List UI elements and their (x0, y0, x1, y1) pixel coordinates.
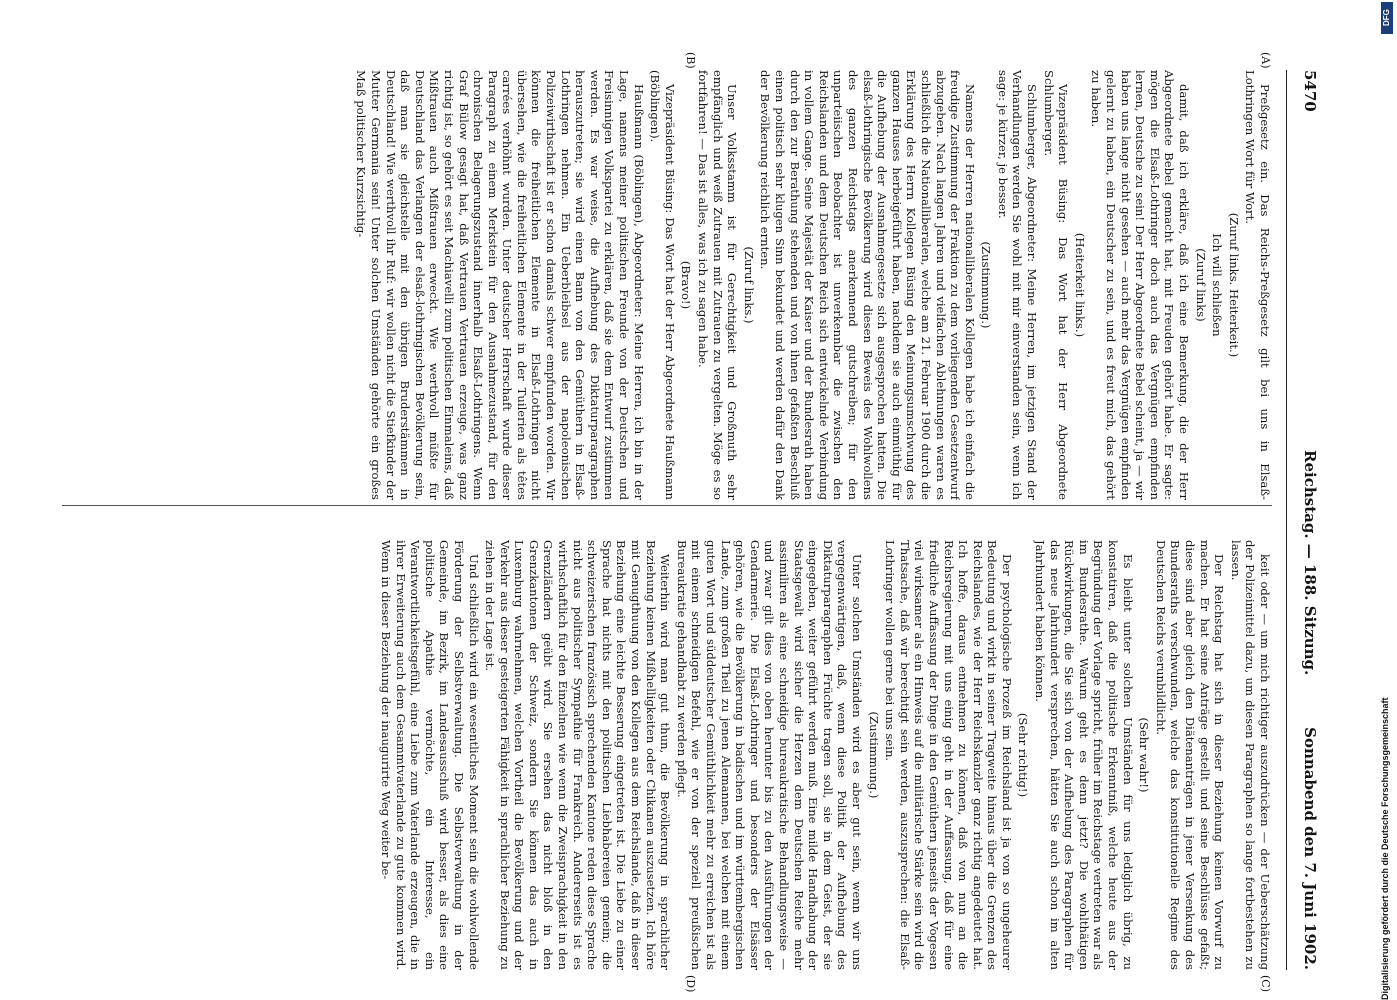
paragraph: (Zuruf links.) (741, 246, 756, 324)
paragraph: (Sehr wahr!) (1137, 717, 1152, 793)
page-header (1277, 70, 1377, 970)
paragraph: Vizepräsident Büsing: Das Wort hat der Herr Abgeordnete Haußmann (Böblingen). (648, 70, 677, 500)
paragraph: Unser Volksstamm ist für Gerechtigkeit und Großmuth sehr empfänglich und weiß Zutrauen mit Zutrauen zu vergelten. Möge es so fortfahren! — Das ist alles, was ich zu sagen habe. (696, 70, 740, 500)
paragraph: (Sehr richtig!) (1016, 712, 1031, 798)
paragraph: Der psychologische Prozeß im Reichsland ist ja von so ungeheurer Bedeutung und wirkt in seiner Tragweite hinaus über die Grenzen des Reichslandes, wie der Herr Reichskanzler ganz richtig angedeutet hat. Ich hoffe, daraus entnehmen zu können, daß von nun an die Reichsregierung mit uns einig geht in der Auffassung, daß für eine friedliche Auffassung der Dinge in den Gemüthern jenseits der Vogesen viel wirksamer als ein Hinweis auf die militärische Stärke sein wird die Thatsache, daß wir berechtigt sein werden, auszusprechen: die Elsaß-Lothringer wollen gerne bei uns sein. (883, 540, 1014, 970)
dfg-logo: DFG (1381, 2, 1393, 34)
paragraph: Vizepräsident Büsing: Das Wort hat der Herr Abgeordnete Schlumberger. (1041, 70, 1071, 500)
digitization-note: Digitalisierung gefördert durch die Deutsche Forschungsgemeinschaft (1380, 697, 1390, 1000)
paragraph: Preßgesetz ein. Das Reichs-Preßgesetz gilt bei uns in Elsaß-Lothringen Wort für Wort. (1243, 70, 1272, 500)
column-divider (62, 505, 1272, 506)
session-date: Sonnabend den 7. Juni 1902. (1301, 727, 1319, 970)
paragraph: Namens der Herren nationalliberalen Kollegen habe ich einfach die freudige Zustimmung der Fraktion zu dem vorliegenden Gesetzentwurf abzugeben. Nach langen Jahren und vielfachen Ablehnungen waren es schließlich die Nationalliberalen, welche am 21. Februar 1900 durch die Erklärung des Herrn Kollegen Büsing den Meinungsumschwung des ganzen Hauses herbeigeführt haben, nachdem sie auch einmüthig für die Aufhebung der Ausnahmegesetze sich ausgesprochen hatten. Die elsaß-lothringische Bevölkerung wird diesen Beweis des Wohlwollens des ganzen Reichstags anerkennend gutschreiben; für den unparteiischen Beobachter ist unverkennbar die zwischen den Reichslanden und dem Deutschen Reich sich entwickelnde Verbindung in vollem Gange. Seine Majestät der Kaiser und der Bundesrath haben durch den zur Berathung stehenden und von ihnen gefaßten Beschluß einen politisch sehr klugen Sinn bekundet und werden dafür den Dank der Bevölkerung reichlich ernten. (758, 70, 977, 500)
paragraph: Der Reichstag hat sich in dieser Beziehung keinen Vorwurf zu machen. Er hat seine Anträge gestellt und seine Beschlüsse gefaßt; diese sind aber gleich den Diätenanträgen in jener Versenkung des Bundesraths verschwunden, welche das konstitutionelle Regime des Deutschen Reichs verunbildlicht. (1153, 540, 1227, 970)
paragraph: Es bleibt unter solchen Umständen für uns lediglich übrig, zu konstatiren, daß die politische Erkenntniß, welche heute aus der Begründung der Vorlage spricht, früher im Reichstage vertreten war als im Bundesrathe. Warum geht es denn jetzt? Die wohlthätigen Rückwirkungen, die Sie sich von der Aufhebung des Paragraphen für das neue Jahrhundert versprechen, hätten Sie auch schon im alten Jahrhundert haben können. (1033, 540, 1135, 970)
marker-b: (B) (684, 52, 697, 69)
paragraph: (Zuruf links. Heiterkeit.) (1226, 212, 1241, 358)
paragraph: Schlumberger, Abgeordneter: Meine Herren, im jetzigen Stand der Verhandlungen werden Sie wohl mit mir einverstanden sein, wenn ich sage: je kürzer, je besser. (995, 70, 1040, 500)
paragraph: keit oder — um mich richtiger auszudrücken — der Ueberschätzung der Polizeimittel dazu, um diesen Paragraphen so lange fortbestehen zu lassen. (1228, 540, 1272, 970)
paragraph: (Zustimmung.) (979, 241, 994, 329)
marker-d: (D) (684, 975, 697, 993)
paragraph: (Heiterkeit links.) (1072, 232, 1087, 338)
paragraph: Haußmann (Böblingen), Abgeordneter: Meine Herren, ich bin in der Lage, namens meiner politischen Freunde von der Deutschen und Freisinnigen Volkspartei zu erklären, daß sie dem Entwurf zustimmen werden. Es war weise, die Aufhebung des Diktaturparagraphen herauszutreten; sie wird einen Bann von den Gemüthern in Elsaß-Lothringen nehmen. Ein Ueberbleibsel aus der napoleonischen Polizeiwirthschaft ist er schon damals schwer empfunden worden. Wir können die freiheitlichen Elemente in Elsaß-Lothringen nicht übersehen, wie die freiheitlichen Elemente in der Tuilerien als têtes carrées verhöhnt wurden. Unter deutscher Herrschaft wurde dieser Paragraph zu einem Merkstein für den Ausnahmezustand, für den chronischen Belagerungszustand innerhalb Elsaß-Lothringens. Wenn Graf Bülow gesagt hat, daß Vertrauen Vertrauen erzeuge, was ganz richtig ist, so gehört es seit Machiavelli zum politischen Einmaleins, daß Mißtrauen auch Mißtrauen erweckt. Wie werthvoll müßte für Deutschland das Verlangen der elsaß-lothringischen Bevölkerung sein, daß man sie gleichstelle mit den übrigen Bruderstämmen in Deutschland! Wie werthvoll ihr Ruf: wir wollen nicht die Stiefkinder der Mutter Germania sein! Unter solchen Umständen gehörte ein großes Maß politischer Kurzsichtig- (354, 70, 646, 500)
paragraph: (Bravo!) (679, 260, 694, 310)
marker-a: (A) (1259, 52, 1272, 69)
marker-c: (C) (1259, 975, 1272, 992)
page-number: 5470 (1301, 70, 1319, 112)
header-rule (1286, 70, 1287, 970)
text-column-right (62, 540, 1272, 970)
paragraph: Weiterhin wird man gut thun, die Bevölkerung in sprachlicher Beziehung keinen Mißhelligkeiten oder Chikanen auszusetzen. Ich höre mit Genugthuung von den Kollegen aus dem Reichslande, daß in dieser Beziehung eine leichte Besserung eingetreten ist. Die Liebe zu einer Sprache hat nichts mit den politischen Liebhabereien gemein; die schweizerischen französisch sprechenden Kantone reden diese Sprache nicht aus politischer Sympathie für Frankreich. Andererseits ist es wirthschaftlich für den Einzelnen wie wenn die Zweisprachigkeit in den Grenzländern geübt wird. Sie ersehen das nicht bloß in den Grenzkantonen der Schweiz, sondern Sie können das auch in Luxemburg wahrnehmen, welchen Vortheil die Bevölkerung und der Verkehr aus dieser gesteigerten Fähigkeit in sprachlicher Beziehung zu ziehen in der Lage ist. (483, 540, 673, 970)
paragraph: (Zustimmung.) (866, 711, 881, 799)
text-column-left (62, 70, 1272, 500)
session-title: Reichstag. — 188. Sitzung. (1301, 450, 1319, 676)
paragraph: damit, daß ich erkläre, daß ich eine Bemerkung, die der Herr Abgeordnete Bebel gemacht hat, mit Freuden gehört habe. Er sagte: mögen die Elsaß-Lothringer doch auch das Vergnügen empfinden lernen, Deutsche zu sein! Der Herr Abgeordnete Bebel scheint, ja — wir haben uns lange nicht gesehen — auch mehr das Vergnügen empfinden gelernt zu haben, ein Deutscher zu sein, und es freut mich, das gehört zu haben. (1089, 70, 1192, 500)
paragraph: Und schließlich wird ein wesentliches Moment sein die wohlwollende Förderung der Selbstverwaltung. Die Selbstverwaltung in der Gemeinde, im Bezirk, im Landesausschuß wird besser, als dies eine politische Apathie vermöchte, ein Interesse, ein Verantwortlichkeitsgefühl, eine Liebe zum Vaterlande erzeugen, die in ihrer Erweiterung auch dem Gesammtvaterlande zu gute kommen wird. Wenn in dieser Beziehung der inaugurirte Weg weiter be- (378, 540, 481, 970)
paragraph: Ich will schließen (1210, 233, 1225, 337)
paragraph: Unter solchen Umständen wird es aber gut sein, wenn wir uns vergegenwärtigen, daß, wenn diese Politik der Aufhebung des Diktaturparagraphen Früchte tragen soll, sie in dem Geist, der sie eingegeben, weiter geführt werden muß. Eine milde Handhabung der Staatsgewalt wird sicher die Herzen dem Deutschen Reiche mehr assimiliren als eine schneidige bureaukratische Behandlungsweise — und zwar gilt dies von oben herunter bis zu den Ausführungen der Gendarmerie. Die Elsaß-Lothringer und besonders der Elsässer gehören, wie die Bevölkerung in badischen und im württembergischen Lande, zum großen Theil zu jenen Alemannen, bei welchen mit einem guten Wort und süddeutscher Gemüthlichkeit mehr zu erreichen ist als mit einem schneidigen Befehl, wie er von der speziell preußischen Bureaukratie gehandhabt zu werden pflegt. (674, 540, 864, 970)
paragraph: (Zuruf links) (1193, 248, 1208, 322)
